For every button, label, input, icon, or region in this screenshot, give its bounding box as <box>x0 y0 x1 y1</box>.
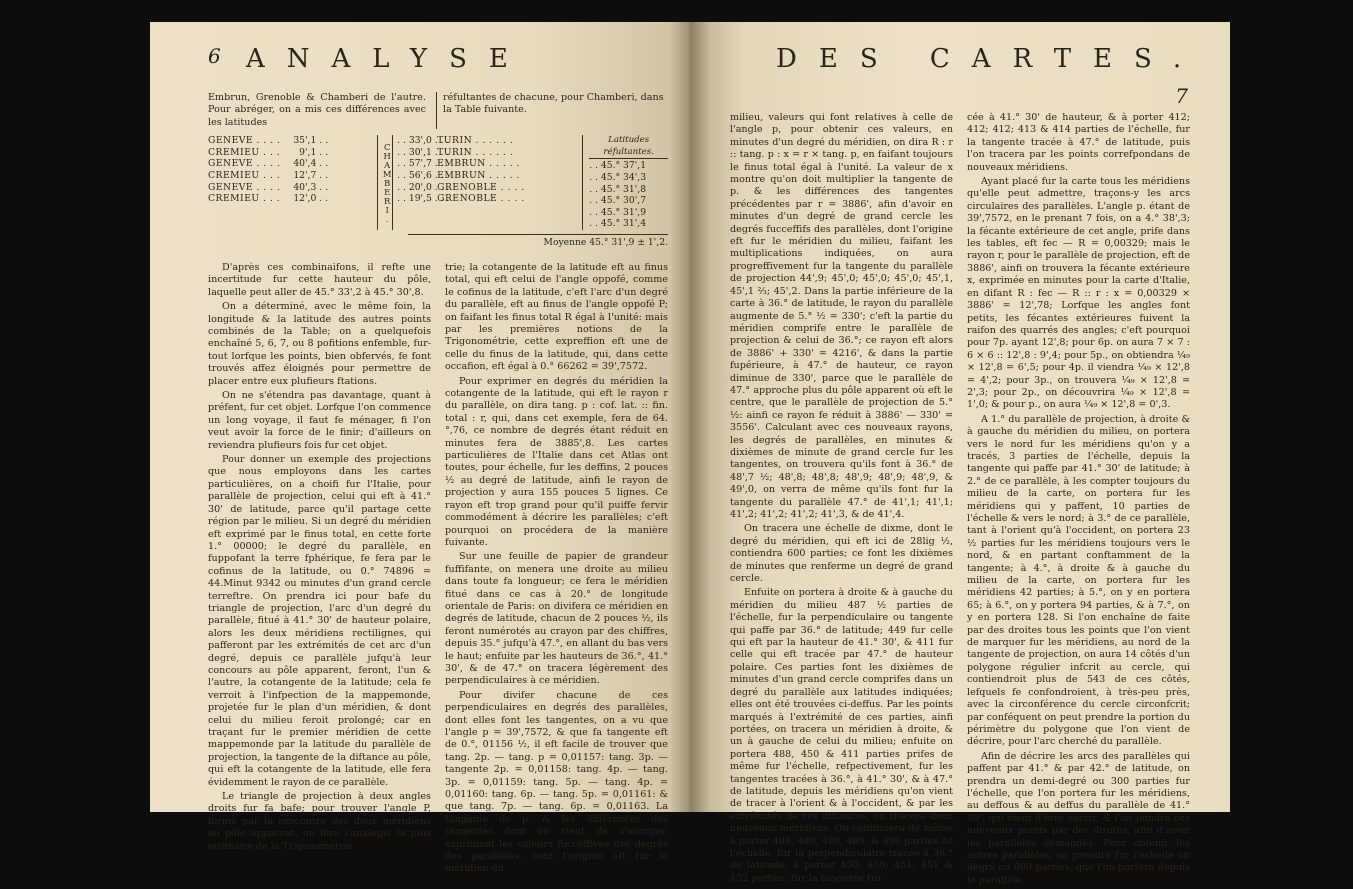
table-cell: 35',1 . . <box>293 135 328 147</box>
table-cell: 40',4 . . <box>293 158 328 170</box>
table-cell: GENEVE . . . . <box>208 135 281 147</box>
paragraph: On ne s'étendra pas davantage, quant à préfent, fur cet objet. Lorfque l'on commence un long voyage, il faut fe ménager, fi l'on veut avoir la force de le finir; d'ailleurs on reviendra plufieurs fois fur cet objet. <box>208 390 431 451</box>
table-row <box>397 193 582 205</box>
paragraph: cée à 41.° 30' de hauteur, & à porter 412; 412; 412; 413 & 414 parties de l'échelle, fur la tangente tracée à 47.° de latitude, puis l'on tracera par les points correfpondans de nouveaux méridiens. <box>967 112 1190 173</box>
table-row <box>208 193 373 205</box>
table-row <box>208 147 373 159</box>
table-cell: . . 45.° 30',7 <box>589 195 647 207</box>
table-cell: . . 45.° 34',3 <box>589 172 647 183</box>
open-book <box>150 22 1230 886</box>
paragraph: Le triangle de projection à deux angles droits fur fa bafe; pour trouver l'angle P, formé par la rencontre des deux méridiens au pôle apparent, on fera l'analogie la plus ordinaire de la Trigonométrie <box>208 791 431 852</box>
table-cell: TURIN . . . . . . <box>437 146 514 158</box>
latitude-column-header: Latitudes réfultantes. <box>589 135 668 159</box>
table-cell: . . 56',6 . . . <box>397 170 450 181</box>
table-cell: . . 45.° 37',1 <box>589 160 647 172</box>
paragraph: Ayant placé fur la carte tous les méridiens qu'elle peut admettre, traçons-y les arcs circulaires des parallèles. L'angle p. étant de 39',7572, en le prenant 7 fois, on a 4.° 38',3; la fécante extérieure de cet angle, prife dans les tables, eft fec — R = 0,00329; mais le rayon r, pour le parallèle de projection, eft de 3886', ainfi on trouvera la fécante extérieure x, exprimée en minutes pour la carte d'Italie, en difant R : fec — R :: r : x = 0,00329 × 3886' = 12',78; Lorfque les angles font petits, les fécantes extérieures fuivent la raifon des quarrés des angles; c'eft pourquoi pour 7p. ayant 12',8; pour 6p. on aura 7 × 7 : 6 × 6 :: 12',8 : 9',4; pour 5p., on obtiendra ¹⁄₄₉ × 12',8 = 6',5; pour 4p. il viendra ¹⁄₄₉ × 12',8 = 4',2; pour 3p., on trouvera ¹⁄₄₉ × 12',8 = 2',3; pour 2p., on découvrira ¹⁄₄₉ × 12',8 = 1',0; & pour p., on aura ¹⁄₄₉ × 12',8 = 0',3. <box>967 176 1190 411</box>
left-column-2 <box>445 262 668 878</box>
paragraph: trie; la cotangente de la latitude eft au finus total, qui eft celui de l'angle oppofé, comme le cofinus de la latitude, c'eft l'arc d'un degré du parallèle, eft au finus de l'angle oppofé P; on faifant les finus total R égal à l'unité: mais par les premières notions de la Trigonométrie, cette expreffion eft une de celle du finus de la latitude, qui, dans cette occafion, eft égal à 0.° 66262 = 39',7572. <box>445 261 668 373</box>
table-row <box>397 147 582 159</box>
latitude-table <box>208 135 668 230</box>
table-cell: 12',7 . . <box>293 170 328 181</box>
table-cell: . . 20',0 . . . <box>397 181 450 193</box>
right-body <box>730 112 1190 889</box>
table-cell: . . 45.° 31',4 <box>589 218 647 230</box>
paragraph: On tracera une échelle de dixme, dont le degré du méridien, qui eft ici de 28lig ½, contiendra 600 parties; ce font les dixièmes de minutes que renferme un degré de grand cercle. <box>730 523 953 585</box>
table-cell: CREMIEU . . . <box>208 193 281 205</box>
running-title-left: ANALYSE <box>246 44 530 74</box>
left-page <box>150 22 690 875</box>
table-row <box>397 182 582 194</box>
page-number-left: 6 <box>208 44 221 68</box>
table-cell: TURIN . . . . . . <box>437 135 514 147</box>
running-title-right: DES CARTES. <box>776 44 1204 74</box>
intro-text: Embrun, Grenoble & Chamberi de l'autre. Pour abréger, on a mis ces différences avec les latitudes <box>208 92 426 128</box>
left-body <box>208 262 668 878</box>
paragraph: Pour divifer chacune de ces perpendiculaires en degrés des parallèles, dont elles font les tangentes, on a vu que l'angle p = 39',7572, & que fa tangente eft de 0.°, 01156 ½, il eft facile de trouver que tang. 2p. — tang. p = 0,01157: tang. 3p. — tangente 2p. = 0,01158: tang. 4p. — tang. 3p. = 0,01159: tang. 5p. — tang. 4p. = 0,01160: tang. 6p. — tang. 5p. = 0,01161: & que tang. 7p. — tang. 6p. = 0,01163. La tangente de p. & les différences des tangentes dont on vient de s'occuper, expriment les valeurs fucceffives des degrés des parallèles, dont l'origine eft fur le méridien du <box>445 689 668 875</box>
table-mean: Moyenne 45.° 31',9 ± 1',2. <box>408 234 668 248</box>
paragraph: A 1.° du parallèle de projection, à droite & à gauche du méridien du milieu, on portera vers le nord fur les méridiens qu'on y a tracés, 3 parties de l'échelle, depuis la tangente qui paffe par 41.° 30' de latitude; à 2.° de ce parallèle, à les compter toujours du milieu de la carte, on portera fur les méridiens qui y paffent, 10 parties de l'échelle & vers le nord; à 3.° de ce parallèle, tant à l'orient qu'à l'occident, on portera 23 ½ parties fur les méridiens toujours vers le nord, & en partant conftamment de la tangente; à 4.°, à droite & à gauche du milieu de la carte, on portera fur les méridiens 42 parties; à 5.°, on y en portera 65; à 6.°, on y portera 94 parties, & à 7.°, on y en portera 128. Si l'on enchaîne de faite par des droites tous les points que l'on vient de marquer fur les méridiens, au nord de la tangente de projection, on aura 14 côtés d'un polygone régulier infcrit au cercle, qui contiendroit plus de 543 de ces côtés, lefquels fe confondroient, à très-peu près, avec la circonférence du cercle circonfcrit; par conféquent on peut prendre la portion du périmètre du polygone que l'on vient de décrire, pour l'arc cherché du parallèle. <box>967 413 1190 748</box>
right-column-2 <box>967 112 1190 889</box>
vertical-label: CHAMBERI. <box>377 135 393 230</box>
table-row <box>208 135 373 147</box>
right-page <box>690 22 1230 886</box>
table-cell: EMBRUN . . . . . <box>437 158 520 170</box>
table-row <box>208 182 373 194</box>
table-cell: . . 30',1 . . . <box>397 146 450 158</box>
table-cell: 12',0 . . <box>293 193 328 205</box>
table-latitude-column <box>583 135 668 230</box>
intro-text-continued: réfultantes de chacune, pour Chamberi, dans la Table fuivante. <box>436 92 668 129</box>
table-cell: CREMIEU . . . <box>208 146 281 158</box>
table-middle-columns <box>397 135 583 230</box>
table-row <box>397 170 582 182</box>
table-cell: GRENOBLE . . . . <box>437 193 525 205</box>
table-row <box>208 158 373 170</box>
table-row <box>208 170 373 182</box>
table-cell: GENEVE . . . . <box>208 158 281 170</box>
paragraph: On a déterminé, avec le même foin, la longitude & la latitude des autres points combinés de la Table; on a quelquefois enchaîné 5, 6, 7, ou 8 pofitions enfemble, fur-tout lorfque les points, bien obfervés, fe font trouvés affez éloignés pour permettre de placer entre eux plufieurs ftations. <box>208 301 431 387</box>
table-cell: CREMIEU . . . <box>208 170 281 181</box>
table-cell: 9',1 . . <box>299 146 328 158</box>
table-cell: . . 19',5 . . . <box>397 193 450 205</box>
right-column-1 <box>730 112 953 889</box>
table-left-columns <box>208 135 373 230</box>
table-cell: 40',3 . . <box>293 181 328 193</box>
left-column-1 <box>208 262 431 878</box>
table-cell: GENEVE . . . . <box>208 181 281 193</box>
table-cell: GRENOBLE . . . . <box>437 181 525 193</box>
page-number-right: 7 <box>1175 84 1188 108</box>
table-cell: . . 57',7 . . . <box>397 158 450 170</box>
table-cell: . . 45.° 31',8 <box>589 183 647 195</box>
paragraph: milieu, valeurs qui font relatives à celle de l'angle p, pour obtenir ces valeurs, en minutes d'un degré du méridien, on dira R : r :: tang. p : x = r × tang. p, en faifant toujours le finus total égal à l'unité. La valeur de x montre qu'on doit multiplier la tangente de p. & les différences des tangentes précédentes par r = 3886', afin d'avoir en minutes d'un degré de grand cercle les degrés fucceffifs des parallèles, dont l'origine eft fur le méridien du milieu, faifant les multiplications indiquées, on aura progreffivement fur la tangente du parallèle de projection 44',9; 45',0; 45',0; 45',0; 45',1, 45',1 ⅔; 45',2. Dans la partie inférieure de la carte à 36.° de latitude, le rayon du parallèle augmente de 5.° ½ = 330'; c'eft la partie du méridien comprife entre le parallèle de projection & celui de 36.°; ce rayon eft alors de 3886' + 330' = 4216', & dans la partie fupérieure, à 47.° de hauteur, ce rayon diminue de 330', parce que le parallèle de 47.° approche plus du pôle apparent où eft le centre, que le parallèle de projection de 5.° ½: ainfi ce rayon fe réduit à 3886' — 330' = 3556'. Calculant avec ces nouveaux rayons, les degrés de parallèles, en minutes & dixièmes de minute de grand cercle fur les tangentes, on trouvera qu'ils font à 36.° de 48',7 ½; 48',8; 48',8; 48',9; 48',9; 48',9, & 49',0, on verra de même qu'ils font fur la tangente du parallèle 47.° de 41',1; 41',1; 41',2; 41',2; 41',2; 41',3, & de 41',4. <box>730 112 953 520</box>
table-cell: . . 33',0 . . . <box>397 135 450 147</box>
intro <box>208 92 668 129</box>
paragraph: Afin de décrire les arcs des parallèles qui paffent par 41.° & par 42.° de latitude, on prendra un demi-degré ou 300 parties fur l'échelle, que l'on portera fur les méridiens, au deffous & au deffus du parallèle de 41.° 30', qui vient d'être décrit, & l'on joindra ces nouveaux points par des droites, afin d'avoir les parallèles demandés. Pour obtenir les autres parallèles, on prendra fur l'échelle un degré ou 600 parties, que l'on portera depuis le parallèle <box>967 750 1190 886</box>
table-cell: . . 45.° 31',9 <box>589 206 647 218</box>
paragraph: Pour donner un exemple des projections que nous employons dans les cartes particulières, on a choifi fur l'Italie, pour parallèle de projection, celui qui eft à 41.° 30' de latitude, parce qu'il partage cette région par le milieu. Si un degré du méridien eft exprimé par le finus total, en cette forte 1.° 00000; le degré du parallèle, en fuppofant la terre fphérique, fe fera par le cofinus de la latitude, ou 0.° 74896 = 44.Minut 9342 ou minutes d'un grand cercle terreftre. On prendra ici pour bafe du triangle de projection, l'arc d'un degré du parallèle, fitué à 41.° 30' de hauteur polaire, alors les deux méridiens rectilignes, qui pafferont par les extrémités de cet arc d'un degré, depuis ce parallèle jufqu'à leur concours au pôle apparent, feront, l'un & l'autre, la cotangente de la latitude; cela fe verroit à l'infpection de la mappemonde, projetée fur le plan d'un méridien, & dont celui du milieu feroit prolongé; car en traçant fur le premier méridien de cette mappemonde par la latitude du parallèle de projection, la tangente de la diftance au pôle, qui eft la cotangente de la latitude, elle fera évidemment le rayon de ce parallèle. <box>208 454 431 788</box>
table-cell: EMBRUN . . . . . <box>437 170 520 181</box>
paragraph: Sur une feuille de papier de grandeur fuffifante, on menera une droite au milieu dans toute fa longueur; ce fera le méridien fitué dans ce cas à 20.° de longitude orientale de Paris: on divifera ce méridien en degrés de latitude, chacun de 2 pouces ½, ils feront numérotés au crayon par des chiffres, depuis 35.° jufqu'à 47.°, en allant du bas vers le haut; enfuite par les hauteurs de 36.°, 41.° 30', & de 47.° on tracera légèrement des perpendiculaires à ce méridien. <box>445 551 668 687</box>
table-row <box>397 135 582 147</box>
paragraph: Pour exprimer en degrés du méridien la cotangente de la latitude, qui eft le rayon r du parallèle, on dira tang. p : cof. lat. :: fin. total : r, qui, dans cet exemple, fera de 64.°,76, ce nombre de degrés étant réduit en minutes fera de 3885',8. Les cartes particulières de l'Italie dans cet Atlas ont toutes, pour échelle, fur les deffins, 2 pouces ½ au degré de latitude, ainfi le rayon de projection y aura 155 pouces 5 lignes. Ce rayon eft trop grand pour qu'il puiffe fervir commodément à décrire les parallèles; c'eft pourquoi on procédera de la manière fuivante. <box>445 375 668 548</box>
paragraph: D'après ces combinaifons, il refte une incertitude fur cette hauteur du pôle, laquelle peut aller de 45.° 33',2 à 45.° 30',8. <box>208 261 431 298</box>
paragraph: Enfuite on portera à droite & à gauche du méridien du milieu 487 ½ parties de l'échelle, fur la perpendiculaire ou tangente qui paffe par 36.° de latitude; 449 fur celle qui eft par la hauteur de 41.° 30', & 411 fur celle qui eft tracée par 47.° de hauteur polaire. Ces parties font les dixièmes de minutes d'un grand cercle comprifes dans un degré du parallèle aux latitudes indiquées; elles ont été trouvées ci-deffus. Par les points marqués à l'extrémité de ces parties, ainfi portées, on tracera un méridien à droite, & un à gauche de celui du milieu; enfuite on portera 488, 450 & 411 parties prifes de même fur l'échelle, refpectivement, fur les tangentes tracées à 36.°, à 41.° 30', & à 47.° de latitude, depuis les méridiens qu'on vient de tracer à l'orient & à l'occident, & par les extrémités de ces diftances, on tracera deux nouveaux méridiens. On continuera de même à porter 488, 489, 489, 489, & 490 parties de l'échelle, fur la perpendiculaire tracée à 36.° de latitude; à porter 450; 450; 451; 451 & 452 parties, fur la tangente tra- <box>730 587 953 884</box>
table-row <box>397 158 582 170</box>
